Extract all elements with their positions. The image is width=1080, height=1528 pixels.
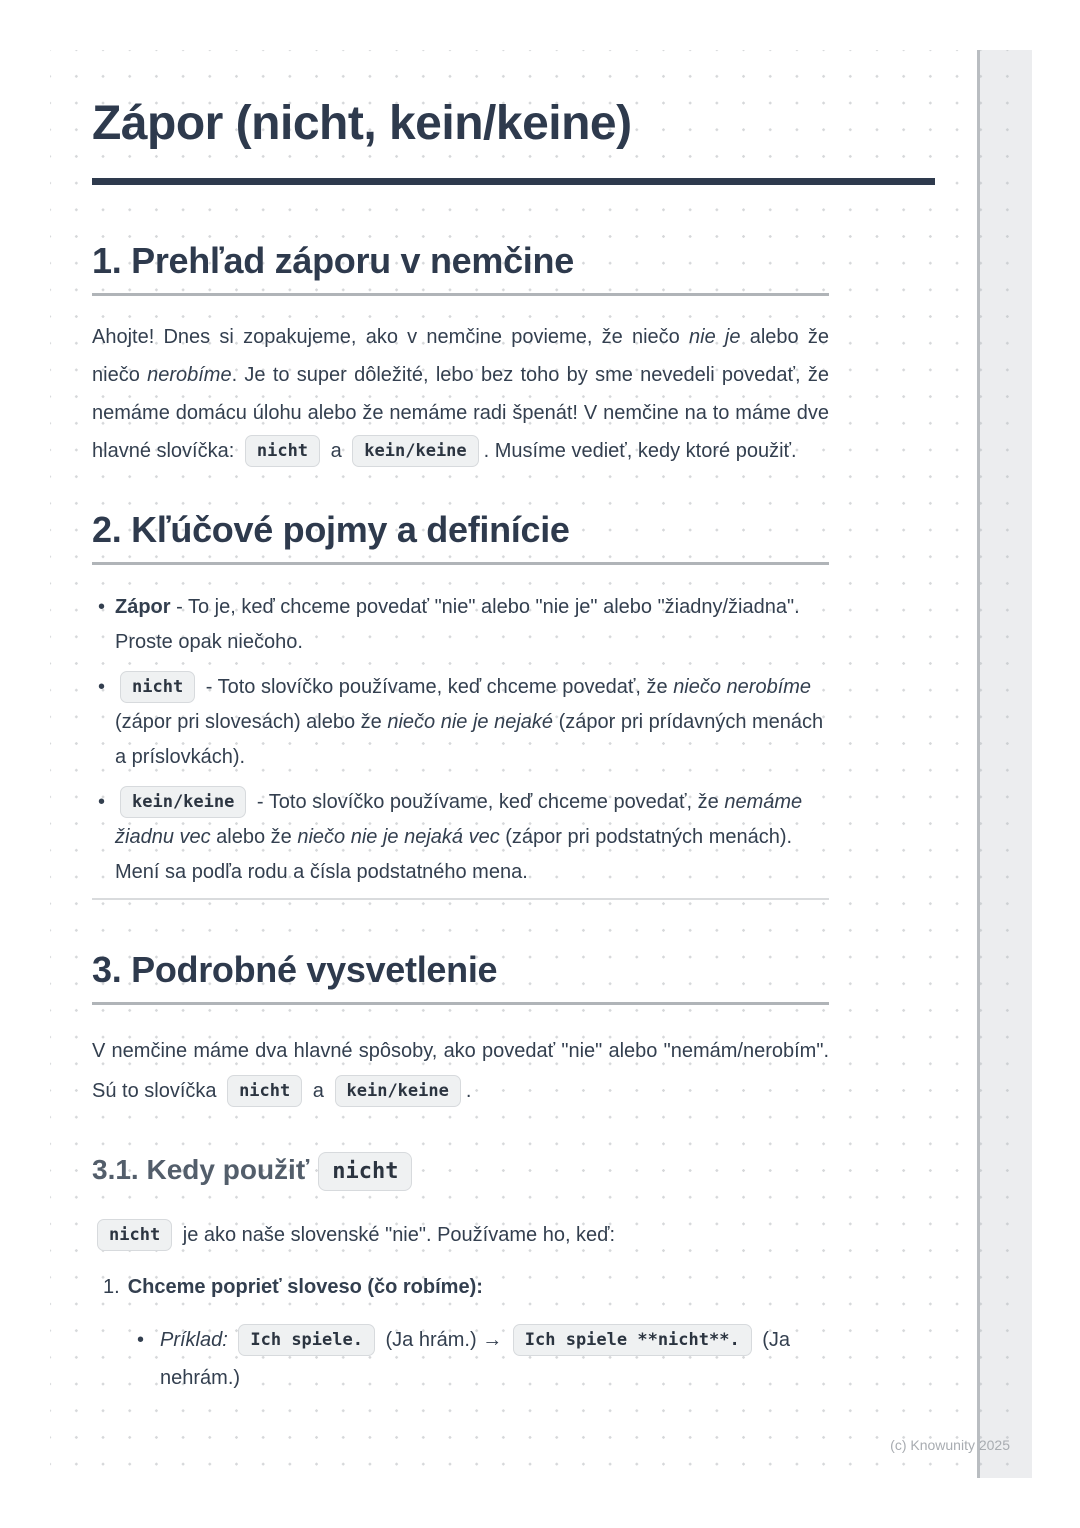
text-run: nerobíme: [147, 364, 232, 386]
inline-code-chip: nicht: [318, 1152, 412, 1191]
section-heading-concepts: 2. Kľúčové pojmy a definície: [92, 508, 829, 565]
text-run: nemáme žiadnu vec: [115, 791, 803, 848]
text-run: a: [325, 440, 348, 462]
text-run: Zápor: [115, 596, 171, 618]
text-run: je ako naše slovenské "nie". Používame ho, keď:: [177, 1224, 616, 1247]
text-run: nie je: [689, 326, 741, 348]
list-item-nicht: [92, 670, 829, 775]
overview-paragraph: [92, 318, 829, 470]
list-item-kein-keine: [92, 785, 829, 890]
explanation-paragraph: [92, 1031, 829, 1111]
text-run: . Je to super dôležité, lebo bez toho by sme nevedeli povedať, že nemáme domácu úlohu alebo že nemáme radi špenát! V nemčine na to máme dve hlavné slovíčka:: [92, 364, 829, 462]
text-run: - To je, keď chceme povedať "nie" alebo "nie je" alebo "žiadny/žiadna". Proste opak niečoho.: [115, 596, 800, 653]
text-run: alebo že niečo: [92, 326, 829, 386]
inline-code-chip: nicht: [227, 1075, 302, 1107]
page-edge-strip: [977, 50, 1032, 1478]
text-run: .: [465, 1080, 472, 1102]
text-run: . Musíme vedieť, kedy ktoré použiť.: [483, 440, 797, 462]
text-run: niečo nie je nejaká vec: [297, 826, 500, 848]
text-run: - Toto slovíčko používame, keď chceme povedať, že: [251, 791, 725, 813]
text-run: (Ja hrám.) →: [379, 1329, 508, 1352]
text-run: (zápor pri prídavných menách a príslovkách).: [115, 711, 824, 768]
list-item-zapor: [92, 590, 829, 660]
text-run: 3.1. Kedy použiť: [92, 1154, 310, 1185]
subsection-heading-kedy-pouzit-nicht: [92, 1149, 829, 1191]
text-run: alebo že: [210, 826, 298, 848]
text-run: (zápor pri podstatných menách). Mení sa podľa rodu a čísla podstatného mena.: [115, 826, 793, 883]
numbered-item-text: Chceme poprieť sloveso (čo robíme):: [127, 1276, 483, 1299]
inline-code-chip: kein/keine: [335, 1075, 461, 1107]
text-run: - Toto slovíčko používame, keď chceme povedať, že: [200, 676, 674, 698]
section-heading-overview: 1. Prehľad záporu v nemčine: [92, 239, 829, 296]
text-run: (Ja nehrám.): [160, 1329, 791, 1390]
text-run: niečo nerobíme: [673, 676, 812, 698]
nicht-usage-paragraph: [92, 1215, 829, 1255]
page-title: Zápor (nicht, kein/keine): [92, 96, 935, 185]
concepts-list: [92, 590, 829, 890]
inline-code-chip: kein/keine: [352, 435, 478, 467]
inline-code-chip: kein/keine: [120, 786, 246, 818]
numbered-item-marker: 1.: [103, 1276, 120, 1299]
inline-code-chip: nicht: [245, 435, 320, 467]
numbered-item: [92, 1269, 829, 1305]
text-run: niečo nie je nejaké: [387, 711, 554, 733]
footer-copyright: (c) Knowunity 2025: [890, 1437, 1010, 1453]
example-list-item: [92, 1321, 829, 1397]
inline-code-chip: Ich spiele **nicht**.: [513, 1324, 752, 1356]
section-divider: [92, 898, 829, 900]
text-run: (zápor pri slovesách) alebo že: [115, 711, 388, 733]
inline-code-chip: Ich spiele.: [238, 1324, 375, 1356]
text-run: [228, 1329, 234, 1351]
text-run: V nemčine máme dva hlavné spôsoby, ako povedať "nie" alebo "nemám/nerobím". Sú to slovíčka: [92, 1040, 829, 1102]
text-run: Ahojte! Dnes si zopakujeme, ako v nemčine povieme, že niečo: [92, 326, 689, 348]
document-content: [92, 50, 829, 1397]
inline-code-chip: nicht: [120, 671, 195, 703]
section-heading-explanation: 3. Podrobné vysvetlenie: [92, 948, 829, 1005]
text-run: a: [307, 1080, 330, 1102]
example-list: [92, 1321, 829, 1397]
text-run: Príklad:: [160, 1329, 228, 1352]
inline-code-chip: nicht: [97, 1219, 172, 1251]
